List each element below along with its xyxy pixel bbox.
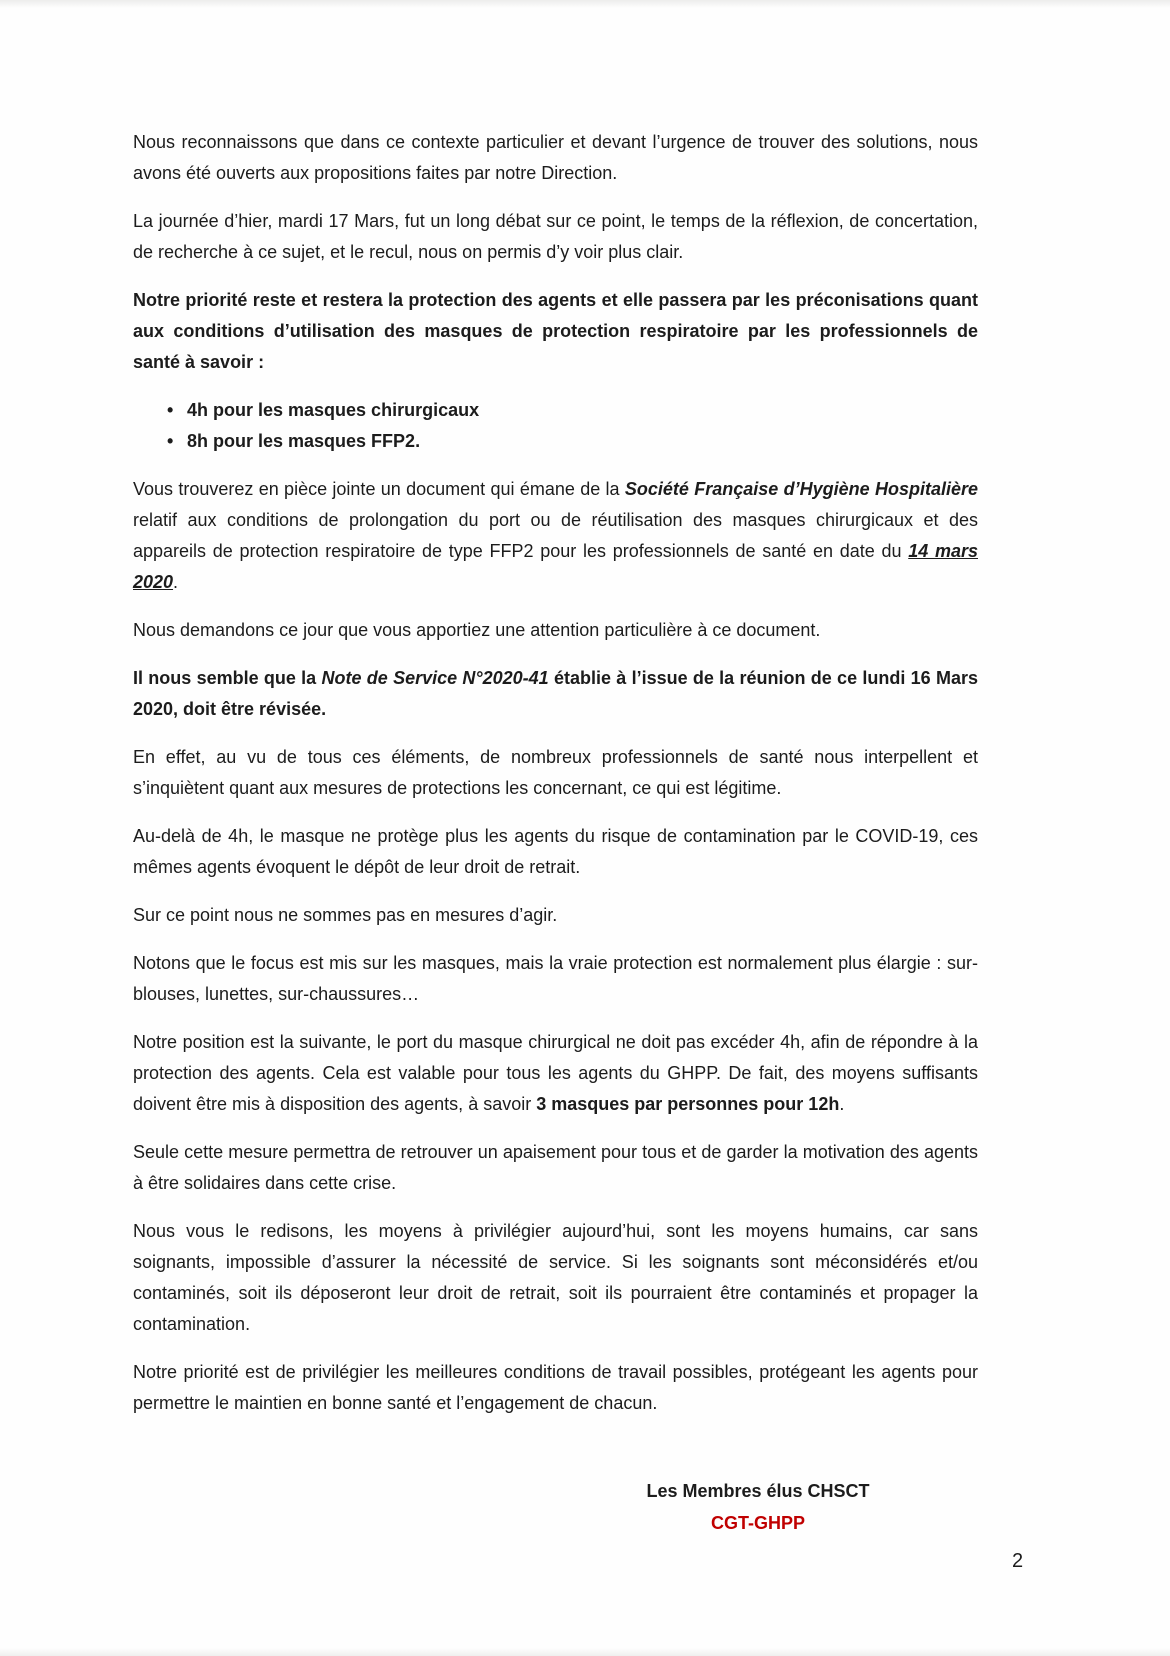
paragraph-moyens-humains: Nous vous le redisons, les moyens à privilégier aujourd’hui, sont les moyens humains, car sans soignants, impossible d’assurer la nécessité de service. Si les soignants sont méconsidérés et/ou contaminés, soit ils déposeront leur droit de retrait, soit ils pourraient être contaminés et propager la contamination. xyxy=(133,1221,978,1334)
scan-artifact-bottom xyxy=(0,1648,1170,1656)
text-segment-sfhh: Société Française d’Hygiène Hospitalière xyxy=(624,479,978,499)
signature-block xyxy=(133,1475,978,1539)
paragraph-position xyxy=(133,1027,978,1120)
text-segment: relatif aux conditions de prolongation du port ou de réutilisation des masques chirurgicaux et des appareils de protection respiratoire de type FFP2 pour les professionnels de santé en date du xyxy=(133,510,978,561)
document-body xyxy=(133,127,978,1539)
paragraph-conditions-travail: Notre priorité est de privilégier les meilleures conditions de travail possibles, protégeant les agents pour permettre le maintien en bonne santé et l’engagement de chacun. xyxy=(133,1362,978,1413)
page-number: 2 xyxy=(1012,1550,1024,1572)
paragraph-pas-en-mesures: Sur ce point nous ne sommes pas en mesures d’agir. xyxy=(133,905,558,925)
bullet-item-masques-ffp2 xyxy=(167,426,978,457)
paragraph-journee-hier: La journée d’hier, mardi 17 Mars, fut un long débat sur ce point, le temps de la réflexion, de concertation, de recherche à ce sujet, et le recul, nous on permis d’y voir plus clair. xyxy=(133,211,978,262)
bullet-text: 8h pour les masques FFP2. xyxy=(187,431,421,451)
bullet-item-masques-chirurgicaux xyxy=(167,395,978,426)
text-segment: Notre position est la suivante, le port du masque chirurgical ne doit pas excéder 4h, afin de répondre à la protection des agents. Cela est valable pour tous les agents du GHPP. De fait, des moyens suffisants doivent être mis à disposition des agents, à savoir xyxy=(133,1032,978,1114)
bullet-list-masques xyxy=(133,395,978,457)
signature-union: CGT-GHPP xyxy=(710,1513,805,1533)
scan-artifact-top xyxy=(0,0,1170,8)
text-segment: . xyxy=(839,1094,845,1114)
paragraph-vraie-protection: Notons que le focus est mis sur les masques, mais la vraie protection est normalement plus élargie : sur-blouses, lunettes, sur-chaussures… xyxy=(133,953,978,1004)
bullet-icon: • xyxy=(167,431,174,451)
paragraph-context: Nous reconnaissons que dans ce contexte particulier et devant l’urgence de trouver des solutions, nous avons été ouverts aux propositions faites par notre Direction. xyxy=(133,132,978,183)
bullet-icon: • xyxy=(167,400,174,420)
paragraph-apaisement: Seule cette mesure permettra de retrouver un apaisement pour tous et de garder la motivation des agents à être solidaires dans cette crise. xyxy=(133,1142,978,1193)
paragraph-au-dela-4h: Au-delà de 4h, le masque ne protège plus les agents du risque de contamination par le COVID-19, ces mêmes agents évoquent le dépôt de leur droit de retrait. xyxy=(133,826,978,877)
text-segment: Vous trouverez en pièce jointe un document qui émane de la xyxy=(133,479,625,499)
text-segment: établie à l’issue de la réunion de ce lundi 16 Mars 2020, doit être révisée. xyxy=(133,668,978,719)
text-segment-3-masques: 3 masques par personnes pour 12h xyxy=(536,1094,840,1114)
text-segment: . xyxy=(173,572,179,592)
text-segment: Il nous semble que la xyxy=(133,668,322,688)
paragraph-piece-jointe xyxy=(133,474,978,598)
signature-members: Les Membres élus CHSCT xyxy=(646,1481,870,1501)
paragraph-note-de-service xyxy=(133,663,978,725)
text-segment-date: 14 mars 2020 xyxy=(133,541,978,592)
paragraph-attention-document: Nous demandons ce jour que vous apportiez une attention particulière à ce document. xyxy=(133,620,821,640)
bullet-text: 4h pour les masques chirurgicaux xyxy=(187,400,480,420)
text-segment-note-ref: Note de Service N°2020-41 xyxy=(321,668,549,688)
paragraph-priorite-protection: Notre priorité reste et restera la protection des agents et elle passera par les préconisations quant aux conditions d’utilisation des masques de protection respiratoire par les professionnels de santé à savoir : xyxy=(133,290,978,372)
paragraph-professionnels-inquiets: En effet, au vu de tous ces éléments, de nombreux professionnels de santé nous interpellent et s’inquiètent quant aux mesures de protections les concernant, ce qui est légitime. xyxy=(133,747,978,798)
